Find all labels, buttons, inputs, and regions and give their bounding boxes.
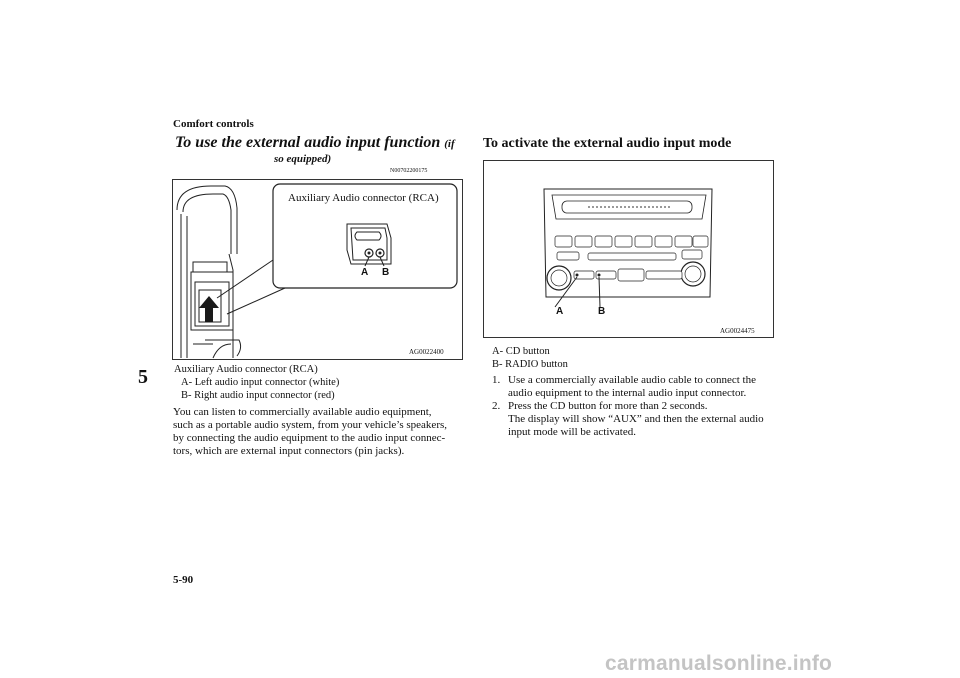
instruction-steps	[492, 374, 772, 439]
volume-knob	[547, 266, 571, 290]
step-number: 2.	[492, 400, 501, 412]
left-heading-if: (if	[444, 138, 455, 150]
left-heading-line2: so equipped)	[274, 153, 332, 165]
marker-a: A	[556, 306, 564, 317]
chapter-tab: 5	[138, 366, 148, 388]
caption-b: B- Right audio input connector (red)	[181, 390, 335, 401]
body-line: such as a portable audio system, from your vehicle’s speakers,	[173, 419, 448, 431]
step-item	[492, 374, 772, 400]
step-line: audio equipment to the internal audio input connector.	[508, 387, 747, 399]
callout-label: Auxiliary Audio connector (RCA)	[288, 192, 439, 204]
right-section-heading: To activate the external audio input mode	[483, 136, 732, 151]
step-line: input mode will be activated.	[508, 426, 636, 438]
left-section-heading	[175, 134, 455, 152]
marker-b: B	[382, 267, 390, 278]
section-header: Comfort controls	[173, 118, 254, 130]
body-line: You can listen to commercially available audio equipment,	[173, 406, 432, 418]
body-line: tors, which are external input connectors (pin jacks).	[173, 445, 405, 457]
audio-unit-illustration	[484, 161, 773, 337]
body-line: by connecting the audio equipment to the audio input connec-	[173, 432, 446, 444]
caption-title: Auxiliary Audio connector (RCA)	[174, 364, 318, 375]
step-number: 1.	[492, 374, 501, 386]
figure-code: AG0024475	[720, 327, 755, 335]
caption-b: B- RADIO button	[492, 359, 568, 370]
step-item	[492, 400, 772, 439]
step-line: The display will show “AUX” and then the external audio	[508, 413, 764, 425]
rca-jack-left	[365, 249, 373, 257]
arrow-up-icon	[199, 296, 219, 322]
step-line: Press the CD button for more than 2 seconds.	[508, 400, 708, 412]
page-number: 5-90	[173, 574, 194, 586]
audio-unit-figure	[483, 160, 774, 338]
left-heading-code: N00702200175	[390, 168, 428, 174]
marker-b: B	[598, 306, 606, 317]
watermark: carmanualsonline.info	[605, 652, 833, 675]
caption-a: A- CD button	[492, 346, 550, 357]
preset-button-row	[555, 236, 708, 247]
marker-a: A	[361, 267, 369, 278]
left-heading-main: To use the external audio input function	[175, 134, 441, 151]
tune-knob	[681, 262, 705, 286]
figure-code: AG0022400	[409, 348, 444, 356]
armrest-illustration	[173, 180, 462, 359]
rca-jack-right	[376, 249, 384, 257]
body-paragraph	[173, 406, 461, 458]
caption-a: A- Left audio input connector (white)	[181, 377, 340, 388]
aux-connector-figure	[172, 179, 463, 360]
step-line: Use a commercially available audio cable to connect the	[508, 374, 756, 386]
